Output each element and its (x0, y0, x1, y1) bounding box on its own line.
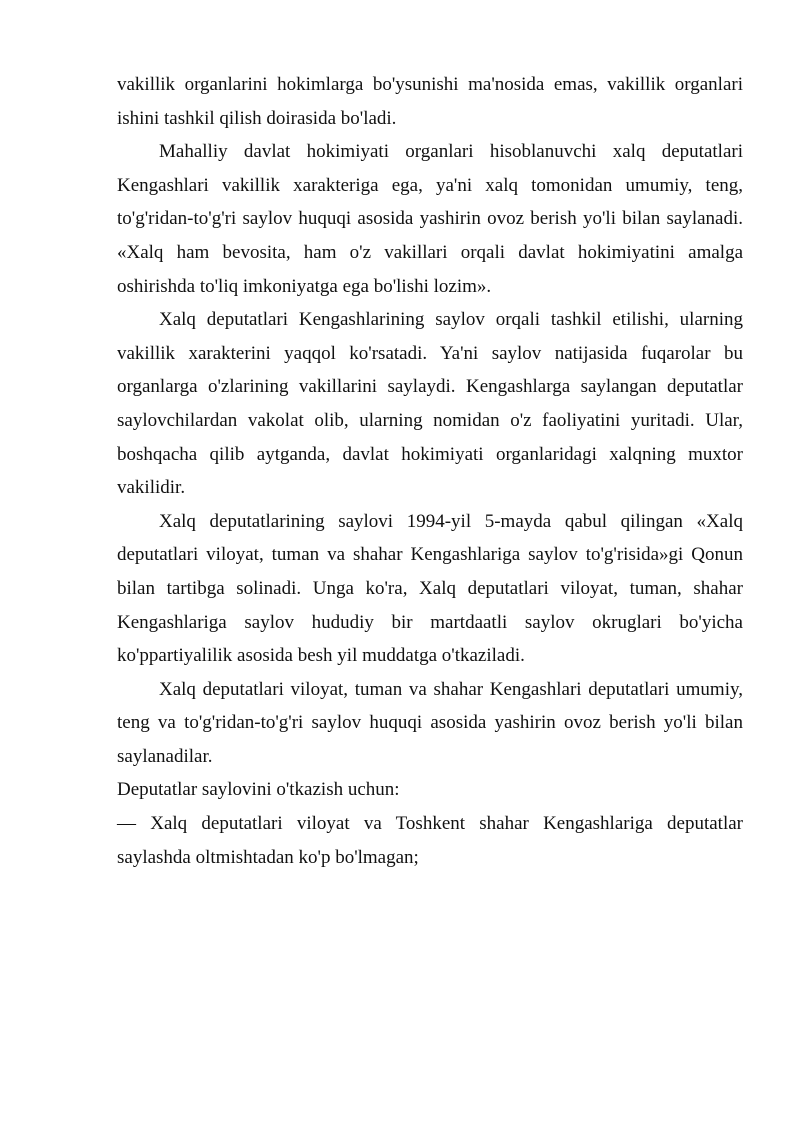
document-page (117, 68, 743, 874)
paragraph-deputies-voting: Xalq deputatlari viloyat, tuman va shahar Kengashlari deputatlari umumiy, teng va to'g'ridan-to'g'ri saylov huquqi asosida yashirin ovoz berish yo'li bilan saylanadilar. (117, 678, 743, 767)
paragraph-election-law: Xalq deputatlarining saylovi 1994-yil 5-mayda qabul qilingan «Xalq deputatlari viloyat, tuman va shahar Kengashlariga saylov to'g'risida»gi Qonun bilan tartibga solinadi. Unga ko'ra, Xalq deputatlari viloyat, tuman, shahar Kengashlariga saylov hududiy bir martdaatli saylov okruglari bo'yicha ko'ppartiyalilik asosida besh yil muddatga o'tkaziladi. (117, 510, 743, 667)
list-item-regional-councils: — Xalq deputatlari viloyat va Toshkent shahar Kengashlariga deputatlar saylashda oltmishtadan ko'p bo'lmagan; (117, 813, 743, 868)
paragraph-continuation: vakillik organlarini hokimlarga bo'ysunishi ma'nosida emas, vakillik organlari ishini tashkil qilish doirasida bo'ladi. (117, 74, 743, 129)
paragraph-local-government: Mahalliy davlat hokimiyati organlari hisoblanuvchi xalq deputatlari Kengashlari vakillik xarakteriga ega, ya'ni xalq tomonidan umumiy, teng, to'g'ridan-to'g'ri saylov huquqi asosida yashirin ovoz berish yo'li bilan saylanadi. «Xalq ham bevosita, ham o'z vakillari orqali davlat hokimiyatini amalga oshirishda to'liq imkoniyatga ega bo'lishi lozim». (117, 141, 743, 297)
paragraph-election-intro: Deputatlar saylovini o'tkazish uchun: (117, 779, 400, 801)
paragraph-councils-election: Xalq deputatlari Kengashlarining saylov orqali tashkil etilishi, ularning vakillik xarakterini yaqqol ko'rsatadi. Ya'ni saylov natijasida fuqarolar bu organlarga o'zlarining vakillarini saylaydi. Kengashlarga saylangan deputatlar saylovchilardan vakolat olib, ularning nomidan o'z faoliyatini yuritadi. Ular, boshqacha qilib aytganda, davlat hokimiyati organlaridagi xalqning muxtor vakilidir. (117, 309, 743, 499)
